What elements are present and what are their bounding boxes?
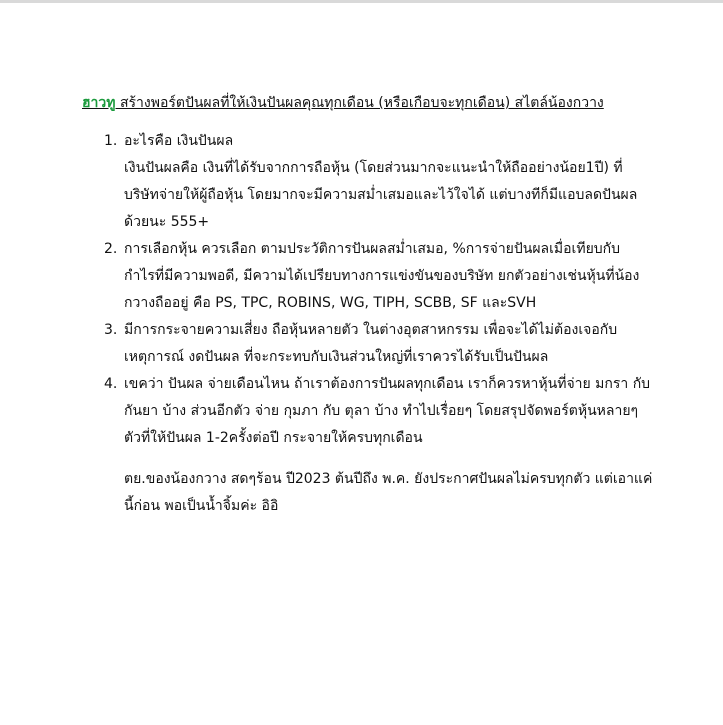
list-item-line: ตัวที่ให้ปันผล 1-2ครั้งต่อปี กระจายให้ครบทุกเดือน (124, 430, 423, 446)
list-item-line: มีการกระจายความเสี่ยง ถือหุ้นหลายตัว ในต่างอุตสาหกรรม เพื่อจะได้ไม่ต้องเจอกับ (124, 322, 618, 338)
footnote-line: นี้ก่อน พอเป็นน้ำจิ้มค่ะ อิอิ (124, 498, 279, 514)
footnote-line: ตย.ของน้องกวาง สดๆร้อน ปี2023 ต้นปีถึง พ.ค. ยังประกาศปันผลไม่ครบทุกตัว แต่เอาแค่ (124, 471, 653, 487)
list-number: 4. (104, 376, 118, 392)
list-item-line: เงินปันผลคือ เงินที่ได้รับจากการถือหุ้น (โดยส่วนมากจะแนะนำให้ถืออย่างน้อย1ปี) ที่ (124, 160, 623, 176)
document-page (82, 92, 652, 520)
list-item-line: การเลือกหุ้น ควรเลือก ตามประวัติการปันผลสม่ำเสมอ, %การจ่ายปันผลเมื่อเทียบกับ (124, 241, 621, 257)
list-item-line: ด้วยนะ 555+ (124, 214, 210, 230)
list-item-4 (82, 371, 652, 452)
top-border (0, 0, 723, 3)
list-item-line: กวางถืออยู่ คือ PS, TPC, ROBINS, WG, TIPH, SCBB, SF และSVH (124, 295, 537, 311)
list-item-line: เหตุการณ์ งดปันผล ที่จะกระทบกับเงินส่วนใหญ่ที่เราควรได้รับเป็นปันผล (124, 349, 549, 365)
list-item-3 (82, 317, 652, 371)
list-item-2 (82, 236, 652, 317)
list-item-line: กำไรที่มีความพอดี, มีความได้เปรียบทางการแข่งขันของบริษัท ยกตัวอย่างเช่นหุ้นที่น้อง (124, 268, 640, 284)
document-heading (82, 92, 652, 114)
numbered-list (82, 128, 652, 452)
list-number: 2. (104, 241, 118, 257)
list-number: 1. (104, 133, 118, 149)
footnote (82, 466, 652, 520)
list-item-1 (82, 128, 652, 236)
list-item-line: กันยา บ้าง ส่วนอีกตัว จ่าย กุมภา กับ ตุลา บ้าง ทำไปเรื่อยๆ โดยสรุปจัดพอร์ตหุ้นหลายๆ (124, 403, 639, 419)
list-item-line: เขคว่า ปันผล จ่ายเดือนไหน ถ้าเราต้องการปันผลทุกเดือน เราก็ควรหาหุ้นที่จ่าย มกรา กับ (124, 376, 651, 392)
list-number: 3. (104, 322, 118, 338)
list-item-title: อะไรคือ เงินปันผล (124, 133, 234, 149)
heading-tag: ฮาวทู (82, 95, 116, 111)
list-item-line: บริษัทจ่ายให้ผู้ถือหุ้น โดยมากจะมีความสม่ำเสมอและไว้ใจได้ แต่บางทีก็มีแอบลดปันผล (124, 187, 638, 203)
heading-text: สร้างพอร์ตปันผลที่ให้เงินปันผลคุณทุกเดือน (หรือเกือบจะทุกเดือน) สไตล์น้องกวาง (115, 95, 604, 111)
